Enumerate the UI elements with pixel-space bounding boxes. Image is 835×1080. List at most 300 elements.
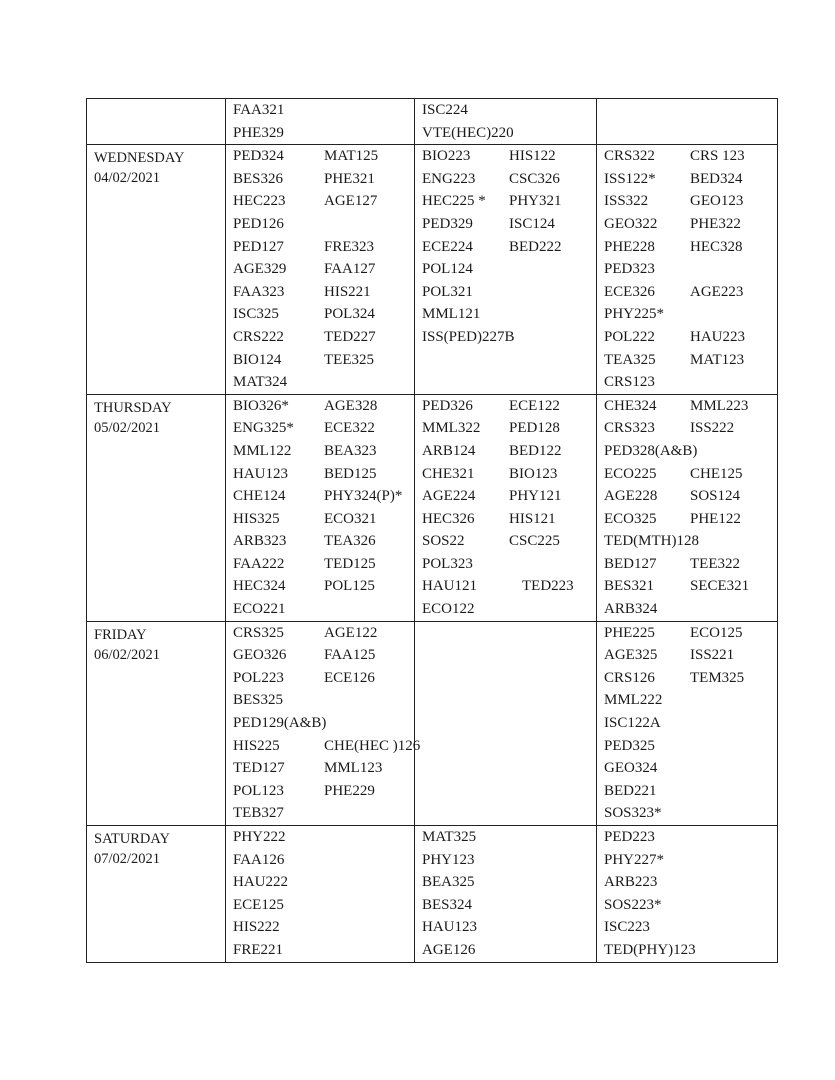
course-line — [233, 281, 414, 304]
course-code: TEA325 — [604, 351, 656, 368]
course-code: HEC328 — [690, 238, 743, 255]
course-code: FAA125 — [324, 647, 376, 664]
course-code: ISC325 — [233, 306, 279, 323]
course-cell — [597, 394, 778, 621]
course-code: VTE(HEC)220 — [422, 124, 514, 141]
course-code: MML121 — [422, 306, 481, 323]
course-code: PHY227* — [604, 851, 665, 868]
course-line — [604, 667, 777, 690]
day-name: SATURDAY — [94, 831, 171, 847]
course-line — [422, 303, 596, 326]
day-date: 07/02/2021 — [94, 851, 161, 867]
course-line — [604, 939, 777, 962]
course-code: PHY321 — [509, 193, 562, 210]
course-line — [422, 190, 596, 213]
course-code: CSC225 — [509, 533, 560, 550]
course-code: ECO325 — [604, 510, 657, 527]
course-code: TED223 — [522, 578, 574, 595]
course-line — [604, 802, 777, 825]
course-code: PHE321 — [324, 170, 375, 187]
course-line — [233, 303, 414, 326]
course-code: MML223 — [690, 397, 749, 414]
course-code: BES324 — [422, 896, 473, 913]
course-line — [422, 463, 596, 486]
course-cell — [226, 145, 415, 395]
course-code: GEO324 — [604, 760, 658, 777]
course-line — [422, 326, 596, 349]
day-name: THURSDAY — [94, 399, 172, 416]
course-cell — [597, 145, 778, 395]
course-line — [422, 371, 596, 394]
course-line — [604, 281, 777, 304]
course-code: ECO125 — [690, 624, 743, 641]
day-name: FRIDAY — [94, 626, 147, 643]
course-line — [422, 530, 596, 553]
course-code: TEA326 — [324, 533, 376, 550]
course-line — [604, 395, 777, 418]
course-code: BIO124 — [233, 351, 282, 368]
course-code: ISC124 — [509, 215, 555, 232]
course-line — [422, 802, 596, 825]
course-code: PED127 — [233, 238, 284, 255]
day-name: WEDNESDAY — [94, 150, 185, 167]
course-line — [233, 622, 414, 645]
day-cell — [87, 145, 226, 395]
course-code: CRS325 — [233, 624, 284, 641]
course-code: PED128 — [509, 420, 560, 437]
course-code: TED127 — [233, 760, 285, 777]
course-line — [604, 622, 777, 645]
course-code: BES325 — [233, 692, 284, 709]
course-line — [233, 553, 414, 576]
course-code: BED222 — [509, 238, 562, 255]
course-line — [233, 99, 414, 122]
course-line — [233, 145, 414, 168]
course-cell — [226, 826, 415, 963]
course-code: POL321 — [422, 283, 473, 300]
course-line — [604, 417, 777, 440]
course-code: ECO221 — [233, 601, 286, 618]
course-code: TED125 — [324, 555, 376, 572]
course-code: FAA222 — [233, 555, 285, 572]
course-code: PHE329 — [233, 124, 284, 141]
course-code: CRS123 — [604, 374, 655, 391]
course-line — [604, 168, 777, 191]
course-line — [422, 145, 596, 168]
course-code: BES326 — [233, 170, 284, 187]
course-code: AGE224 — [422, 488, 476, 505]
course-line — [422, 871, 596, 894]
course-line — [233, 485, 414, 508]
course-code: MML123 — [324, 760, 383, 777]
course-line — [604, 735, 777, 758]
course-code: ARB223 — [604, 874, 658, 891]
course-code: PED323 — [604, 261, 655, 278]
course-code: HAU222 — [233, 874, 288, 891]
course-code: CRS 123 — [690, 148, 745, 165]
course-cell — [597, 826, 778, 963]
course-line — [604, 644, 777, 667]
course-code: HEC324 — [233, 578, 286, 595]
course-code: ECE224 — [422, 238, 473, 255]
course-code: ENG223 — [422, 170, 476, 187]
course-code: CHE124 — [233, 488, 286, 505]
course-code: GEO326 — [233, 647, 287, 664]
course-line — [604, 553, 777, 576]
course-line — [422, 349, 596, 372]
day-date: 06/02/2021 — [94, 646, 161, 663]
course-cell — [597, 99, 778, 145]
course-line — [422, 258, 596, 281]
timetable-row — [87, 826, 778, 963]
course-code: PHE322 — [690, 215, 741, 232]
course-code: PED324 — [233, 148, 284, 165]
day-cell — [87, 621, 226, 825]
course-line — [422, 939, 596, 962]
course-line — [422, 598, 596, 621]
course-code: MAT125 — [324, 148, 379, 165]
course-code: POL324 — [324, 306, 375, 323]
course-code: PHY222 — [233, 829, 286, 845]
timetable-row — [87, 394, 778, 621]
course-line — [604, 145, 777, 168]
course-code: ISS(PED)227B — [422, 328, 515, 345]
course-cell — [226, 394, 415, 621]
course-line — [604, 712, 777, 735]
course-line — [233, 894, 414, 917]
course-code: ECO122 — [422, 601, 475, 618]
course-code: TEE325 — [324, 351, 374, 368]
course-line — [422, 213, 596, 236]
course-code: FAA126 — [233, 851, 285, 868]
course-code: POL323 — [422, 555, 473, 572]
course-line — [233, 667, 414, 690]
course-line — [422, 395, 596, 418]
course-line — [422, 575, 596, 598]
course-code: MAT324 — [233, 374, 288, 391]
course-cell — [415, 826, 597, 963]
course-code: POL222 — [604, 328, 655, 345]
course-code: HAU123 — [233, 465, 288, 482]
course-code: ENG325* — [233, 420, 294, 437]
course-code: ECE125 — [233, 896, 284, 913]
timetable-body — [87, 99, 778, 963]
course-line — [604, 463, 777, 486]
course-line — [233, 689, 414, 712]
course-line — [604, 780, 777, 803]
course-line — [422, 780, 596, 803]
course-code: ISS221 — [690, 647, 735, 664]
course-line — [233, 849, 414, 872]
course-code: HAU123 — [422, 919, 477, 936]
day-date: 05/02/2021 — [94, 419, 161, 436]
course-code: CRS323 — [604, 420, 655, 437]
course-line — [422, 667, 596, 690]
course-code: BED324 — [690, 170, 743, 187]
course-code: PHY324(P)* — [324, 488, 403, 505]
course-line — [233, 871, 414, 894]
course-code: CHE324 — [604, 397, 657, 414]
course-line — [233, 530, 414, 553]
course-cell — [597, 621, 778, 825]
course-line — [422, 485, 596, 508]
course-code: MML322 — [422, 420, 481, 437]
course-code: CHE(HEC )126 — [324, 737, 421, 754]
course-line — [604, 689, 777, 712]
course-line — [422, 735, 596, 758]
course-code: CHE125 — [690, 465, 743, 482]
course-line — [233, 757, 414, 780]
course-line — [604, 508, 777, 531]
course-code: POL124 — [422, 261, 473, 278]
course-line — [422, 826, 596, 849]
course-code: POL223 — [233, 669, 284, 686]
course-code: BIO326* — [233, 397, 289, 414]
course-code: ARB124 — [422, 442, 476, 459]
course-line — [422, 417, 596, 440]
course-code: BED127 — [604, 555, 657, 572]
course-code: POL123 — [233, 782, 284, 799]
course-line — [604, 757, 777, 780]
course-line — [604, 371, 777, 394]
course-line — [604, 871, 777, 894]
course-code: POL125 — [324, 578, 375, 595]
course-line — [233, 598, 414, 621]
course-line — [604, 530, 777, 553]
course-cell — [415, 99, 597, 145]
course-code: AGE126 — [422, 941, 476, 958]
course-code: BIO223 — [422, 148, 471, 165]
course-line — [233, 168, 414, 191]
course-code: MAT325 — [422, 829, 477, 845]
course-code: HIS222 — [233, 919, 280, 936]
course-line — [604, 258, 777, 281]
course-code: AGE329 — [233, 261, 287, 278]
course-line — [422, 281, 596, 304]
course-line — [422, 553, 596, 576]
day-cell — [87, 826, 226, 963]
course-line — [604, 575, 777, 598]
course-line — [422, 622, 596, 645]
course-code: AGE122 — [324, 624, 378, 641]
course-line — [233, 802, 414, 825]
course-line — [422, 689, 596, 712]
course-code: PED328(A&B) — [604, 442, 698, 459]
course-line — [604, 190, 777, 213]
course-code: TEE322 — [690, 555, 740, 572]
course-code: GEO322 — [604, 215, 658, 232]
course-line — [422, 236, 596, 259]
course-code: PHE122 — [690, 510, 741, 527]
course-code: ISS122* — [604, 170, 656, 187]
course-line — [604, 485, 777, 508]
course-cell — [415, 394, 597, 621]
course-code: TEM325 — [690, 669, 745, 686]
course-line — [233, 122, 414, 145]
course-line — [604, 440, 777, 463]
course-code: SECE321 — [690, 578, 750, 595]
course-code: CRS222 — [233, 328, 284, 345]
course-code: HAU121 — [422, 578, 477, 595]
course-line — [233, 575, 414, 598]
course-code: SOS22 — [422, 533, 465, 550]
course-code: BED221 — [604, 782, 657, 799]
course-code: PED223 — [604, 829, 655, 845]
course-code: PHE228 — [604, 238, 655, 255]
course-code: BIO123 — [509, 465, 558, 482]
timetable-row — [87, 621, 778, 825]
course-code: AGE127 — [324, 193, 378, 210]
course-line — [233, 508, 414, 531]
course-line — [604, 894, 777, 917]
course-code: ECE122 — [509, 397, 560, 414]
course-code: FAA127 — [324, 261, 376, 278]
course-line — [233, 349, 414, 372]
course-line — [422, 849, 596, 872]
course-line — [604, 99, 777, 122]
course-line — [233, 712, 414, 735]
course-code: HIS122 — [509, 148, 556, 165]
course-line — [604, 326, 777, 349]
course-code: ISC122A — [604, 715, 661, 732]
course-line — [233, 371, 414, 394]
course-code: AGE223 — [690, 283, 744, 300]
day-cell — [87, 99, 226, 145]
course-code: HIS325 — [233, 510, 280, 527]
course-code: BED122 — [509, 442, 562, 459]
course-code: FRE221 — [233, 941, 284, 958]
course-line — [422, 757, 596, 780]
course-code: PHY121 — [509, 488, 562, 505]
course-code: ARB324 — [604, 601, 658, 618]
course-line — [604, 349, 777, 372]
course-line — [604, 303, 777, 326]
course-line — [422, 99, 596, 122]
course-code: CRS126 — [604, 669, 655, 686]
course-code: TED(PHY)123 — [604, 941, 696, 958]
course-line — [233, 190, 414, 213]
course-line — [604, 598, 777, 621]
course-code: ISS322 — [604, 193, 649, 210]
course-code: ISC223 — [604, 919, 650, 936]
course-code: PED126 — [233, 215, 284, 232]
course-code: CSC326 — [509, 170, 560, 187]
course-code: TED227 — [324, 328, 376, 345]
course-code: AGE328 — [324, 397, 378, 414]
course-line — [422, 168, 596, 191]
course-code: ISS222 — [690, 420, 735, 437]
course-line — [233, 213, 414, 236]
course-line — [233, 463, 414, 486]
course-line — [233, 735, 421, 758]
course-code: ARB323 — [233, 533, 287, 550]
course-code: ECE322 — [324, 420, 375, 437]
course-code: HAU223 — [690, 328, 745, 345]
course-code: PHE229 — [324, 782, 375, 799]
course-cell — [415, 621, 597, 825]
course-line — [233, 417, 414, 440]
course-code: PED325 — [604, 737, 655, 754]
course-line — [233, 780, 414, 803]
course-code: SOS124 — [690, 488, 741, 505]
course-code: PED129(A&B) — [233, 715, 327, 732]
course-code: HIS221 — [324, 283, 371, 300]
course-code: FRE323 — [324, 238, 375, 255]
course-line — [233, 326, 414, 349]
course-line — [233, 826, 414, 849]
course-line — [422, 894, 596, 917]
course-cell — [415, 145, 597, 395]
day-cell — [87, 394, 226, 621]
course-code: SOS323* — [604, 805, 662, 822]
course-code: PHY225* — [604, 306, 665, 323]
course-line — [604, 213, 777, 236]
course-line — [422, 712, 596, 735]
course-code: TED(MTH)128 — [604, 533, 699, 550]
course-code: HEC223 — [233, 193, 286, 210]
course-code: GEO123 — [690, 193, 744, 210]
course-code: MML122 — [233, 442, 292, 459]
course-code: BEA323 — [324, 442, 377, 459]
course-line — [233, 916, 414, 939]
course-code: PHE225 — [604, 624, 655, 641]
course-code: PED326 — [422, 397, 473, 414]
course-code: MAT123 — [690, 351, 745, 368]
course-cell — [226, 621, 421, 825]
course-line — [422, 122, 596, 145]
course-line — [233, 644, 414, 667]
course-code: ECE326 — [604, 283, 655, 300]
course-line — [233, 440, 414, 463]
course-code: HEC225 * — [422, 193, 486, 210]
course-code: BEA325 — [422, 874, 475, 891]
course-line — [422, 508, 596, 531]
course-code: HIS121 — [509, 510, 556, 527]
course-line — [422, 644, 596, 667]
course-line — [233, 939, 414, 962]
course-line — [233, 395, 414, 418]
course-code: PED329 — [422, 215, 473, 232]
course-line — [233, 236, 414, 259]
course-code: AGE325 — [604, 647, 658, 664]
course-code: ECO321 — [324, 510, 377, 527]
day-date: 04/02/2021 — [94, 170, 161, 187]
course-line — [233, 258, 414, 281]
timetable-row — [87, 145, 778, 395]
course-code: CRS322 — [604, 148, 655, 165]
course-line — [604, 916, 777, 939]
timetable-row — [87, 99, 778, 145]
course-line — [422, 916, 596, 939]
course-code: CHE321 — [422, 465, 475, 482]
course-code: ECE126 — [324, 669, 375, 686]
course-code: PHY123 — [422, 851, 475, 868]
course-line — [604, 826, 777, 849]
course-code: TEB327 — [233, 805, 284, 822]
course-code: FAA321 — [233, 102, 285, 118]
course-code: HEC326 — [422, 510, 475, 527]
course-code: BES321 — [604, 578, 655, 595]
course-code: HIS225 — [233, 737, 280, 754]
course-code: AGE228 — [604, 488, 658, 505]
exam-timetable — [86, 98, 778, 963]
course-line — [422, 440, 596, 463]
course-code: ISC224 — [422, 102, 468, 118]
course-line — [604, 236, 777, 259]
course-code: BED125 — [324, 465, 377, 482]
course-code: SOS223* — [604, 896, 662, 913]
course-line — [604, 849, 777, 872]
